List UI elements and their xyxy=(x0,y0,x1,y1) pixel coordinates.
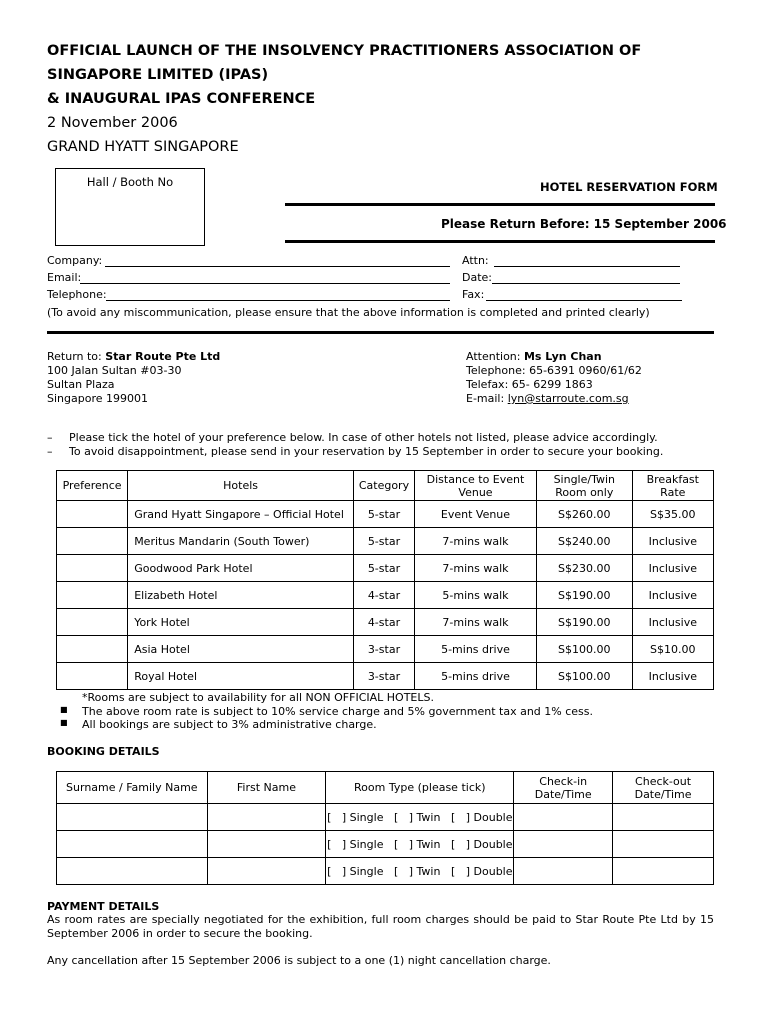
payment-heading: PAYMENT DETAILS xyxy=(47,900,160,913)
hall-booth-box[interactable] xyxy=(55,168,205,246)
surname-cell[interactable] xyxy=(57,804,208,831)
title-line-3: & INAUGURAL IPAS CONFERENCE xyxy=(47,91,316,107)
twin-option[interactable]: Twin xyxy=(416,810,441,824)
event-date: 2 November 2006 xyxy=(47,115,178,131)
header-cell: Room Type (please tick) xyxy=(326,772,514,804)
hotel-rate: S$100.00 xyxy=(537,663,633,690)
double-option[interactable]: Double xyxy=(473,864,513,878)
hotel-rate: S$100.00 xyxy=(537,636,633,663)
check-out-cell[interactable] xyxy=(613,858,714,885)
breakfast-rate: Inclusive xyxy=(632,582,713,609)
hotel-distance: 7-mins walk xyxy=(414,555,536,582)
preference-cell[interactable] xyxy=(57,555,128,582)
preference-cell[interactable] xyxy=(57,636,128,663)
single-option[interactable]: Single xyxy=(349,864,384,878)
note-bullet-1: The above room rate is subject to 10% service charge and 5% government tax and 1% cess. xyxy=(82,705,594,718)
single-option[interactable]: Single xyxy=(349,837,384,851)
attention-line xyxy=(466,350,602,363)
double-option[interactable]: Double xyxy=(473,810,513,824)
booking-table-header xyxy=(57,772,714,804)
header-cell: Category xyxy=(353,471,414,501)
hotel-category: 4-star xyxy=(353,609,414,636)
payment-text-2: Any cancellation after 15 September 2006 is subject to a one (1) night cancellation charge. xyxy=(47,954,551,967)
hotel-rate: S$230.00 xyxy=(537,555,633,582)
attention-email-line xyxy=(466,392,629,405)
table-row xyxy=(57,501,714,528)
divider xyxy=(285,240,715,243)
address-line-3: Singapore 199001 xyxy=(47,392,148,405)
header-cell: Check-out Date/Time xyxy=(613,772,714,804)
hotel-category: 3-star xyxy=(353,636,414,663)
preference-cell[interactable] xyxy=(57,663,128,690)
telephone-label: Telephone: xyxy=(47,288,107,301)
check-out-cell[interactable] xyxy=(613,804,714,831)
hotel-name: Asia Hotel xyxy=(128,636,354,663)
attn-label: Attn: xyxy=(462,254,489,267)
bullet-icon: ■ xyxy=(60,718,68,727)
breakfast-rate: S$10.00 xyxy=(632,636,713,663)
fax-label: Fax: xyxy=(462,288,485,301)
table-row xyxy=(57,582,714,609)
telephone-field[interactable] xyxy=(106,300,450,301)
breakfast-rate: S$35.00 xyxy=(632,501,713,528)
hotel-category: 5-star xyxy=(353,555,414,582)
attention-telefax: Telefax: 65- 6299 1863 xyxy=(466,378,593,391)
header-cell: Preference xyxy=(57,471,128,501)
preference-cell[interactable] xyxy=(57,501,128,528)
instruction-1: Please tick the hotel of your preference below. In case of other hotels not listed, please advice accordingly. xyxy=(69,431,658,444)
email-label: E-mail: xyxy=(466,392,508,405)
booking-table xyxy=(56,771,714,885)
single-option[interactable]: Single xyxy=(349,810,384,824)
address-line-2: Sultan Plaza xyxy=(47,378,115,391)
title-line-2: SINGAPORE LIMITED (IPAS) xyxy=(47,67,269,83)
hotel-category: 3-star xyxy=(353,663,414,690)
hotel-name: York Hotel xyxy=(128,609,354,636)
bullet-icon: ■ xyxy=(60,705,68,714)
hotel-table xyxy=(56,470,714,690)
availability-note: *Rooms are subject to availability for all NON OFFICIAL HOTELS. xyxy=(82,691,434,704)
fax-field[interactable] xyxy=(486,300,682,301)
form-title: HOTEL RESERVATION FORM xyxy=(540,180,718,194)
return-before: Please Return Before: 15 September 2006 xyxy=(441,217,727,231)
divider xyxy=(47,331,714,334)
table-row xyxy=(57,528,714,555)
room-type-cell[interactable]: [ ] Single [ ] Twin [ ] Double xyxy=(326,831,514,858)
header-cell: Breakfast Rate xyxy=(632,471,713,501)
header-cell: First Name xyxy=(207,772,326,804)
hotel-rate: S$190.00 xyxy=(537,582,633,609)
booking-heading: BOOKING DETAILS xyxy=(47,745,160,758)
hotel-name: Meritus Mandarin (South Tower) xyxy=(128,528,354,555)
table-row xyxy=(57,609,714,636)
attn-field[interactable] xyxy=(494,266,680,267)
hotel-name: Goodwood Park Hotel xyxy=(128,555,354,582)
return-to-line xyxy=(47,350,220,363)
note-bullet-2: All bookings are subject to 3% administrative charge. xyxy=(82,718,377,731)
hotel-name: Grand Hyatt Singapore – Official Hotel xyxy=(128,501,354,528)
company-label: Company: xyxy=(47,254,103,267)
divider xyxy=(285,203,715,206)
table-row xyxy=(57,804,714,831)
hall-booth-label: Hall / Booth No xyxy=(86,175,174,189)
hotel-rate: S$260.00 xyxy=(537,501,633,528)
table-row xyxy=(57,858,714,885)
hotel-category: 5-star xyxy=(353,528,414,555)
dash-icon: – xyxy=(47,431,53,444)
return-to-company: Star Route Pte Ltd xyxy=(105,350,221,363)
table-row xyxy=(57,555,714,582)
header-cell: Single/Twin Room only xyxy=(537,471,633,501)
company-field[interactable] xyxy=(105,266,450,267)
header-cell: Hotels xyxy=(128,471,354,501)
room-type-cell[interactable]: [ ] Single [ ] Twin [ ] Double xyxy=(326,858,514,885)
breakfast-rate: Inclusive xyxy=(632,609,713,636)
hotel-distance: 5-mins walk xyxy=(414,582,536,609)
hotel-rate: S$240.00 xyxy=(537,528,633,555)
check-in-cell[interactable] xyxy=(514,804,613,831)
header-cell: Check-in Date/Time xyxy=(514,772,613,804)
first-name-cell[interactable] xyxy=(207,804,326,831)
preference-cell[interactable] xyxy=(57,528,128,555)
table-row xyxy=(57,831,714,858)
header-cell: Distance to Event Venue xyxy=(414,471,536,501)
header-cell: Surname / Family Name xyxy=(57,772,208,804)
check-in-cell[interactable] xyxy=(514,858,613,885)
hotel-distance: 5-mins drive xyxy=(414,636,536,663)
double-option[interactable]: Double xyxy=(473,837,513,851)
dash-icon: – xyxy=(47,445,53,458)
twin-option[interactable]: Twin xyxy=(416,864,441,878)
return-to-label: Return to: xyxy=(47,350,106,363)
attention-name: Ms Lyn Chan xyxy=(523,350,602,363)
check-in-cell[interactable] xyxy=(514,831,613,858)
title-line-1: OFFICIAL LAUNCH OF THE INSOLVENCY PRACTITIONERS ASSOCIATION OF xyxy=(47,43,642,59)
address-line-1: 100 Jalan Sultan #03-30 xyxy=(47,364,182,377)
payment-text-1: As room rates are specially negotiated for the exhibition, full room charges should be paid to Star Route Pte Ltd by 15 September 2006 in order to secure the booking. xyxy=(47,913,714,940)
hotel-distance: Event Venue xyxy=(414,501,536,528)
surname-cell[interactable] xyxy=(57,858,208,885)
preference-cell[interactable] xyxy=(57,609,128,636)
hotel-category: 4-star xyxy=(353,582,414,609)
hotel-rate: S$190.00 xyxy=(537,609,633,636)
room-type-cell[interactable]: [ ] Single [ ] Twin [ ] Double xyxy=(326,804,514,831)
breakfast-rate: Inclusive xyxy=(632,528,713,555)
hotel-table-header xyxy=(57,471,714,501)
date-label: Date: xyxy=(462,271,492,284)
breakfast-rate: Inclusive xyxy=(632,555,713,582)
preference-cell[interactable] xyxy=(57,582,128,609)
surname-cell[interactable] xyxy=(57,831,208,858)
twin-option[interactable]: Twin xyxy=(416,837,441,851)
hotel-name: Royal Hotel xyxy=(128,663,354,690)
breakfast-rate: Inclusive xyxy=(632,663,713,690)
first-name-cell[interactable] xyxy=(207,831,326,858)
event-venue: GRAND HYATT SINGAPORE xyxy=(47,139,239,155)
email-label: Email: xyxy=(47,271,82,284)
hotel-category: 5-star xyxy=(353,501,414,528)
hotel-name: Elizabeth Hotel xyxy=(128,582,354,609)
attention-label: Attention: xyxy=(466,350,524,363)
first-name-cell[interactable] xyxy=(207,858,326,885)
hotel-distance: 7-mins walk xyxy=(414,609,536,636)
email-link[interactable]: lyn@starroute.com.sg xyxy=(507,392,629,405)
email-field[interactable] xyxy=(80,283,450,284)
hotel-distance: 7-mins walk xyxy=(414,528,536,555)
instruction-2: To avoid disappointment, please send in your reservation by 15 September in order to secure your booking. xyxy=(69,445,664,458)
hotel-distance: 5-mins drive xyxy=(414,663,536,690)
check-out-cell[interactable] xyxy=(613,831,714,858)
attention-telephone: Telephone: 65-6391 0960/61/62 xyxy=(466,364,642,377)
table-row xyxy=(57,636,714,663)
date-field[interactable] xyxy=(492,283,680,284)
table-row xyxy=(57,663,714,690)
completion-note: (To avoid any miscommunication, please ensure that the above information is completed and printed clearly) xyxy=(47,306,650,319)
